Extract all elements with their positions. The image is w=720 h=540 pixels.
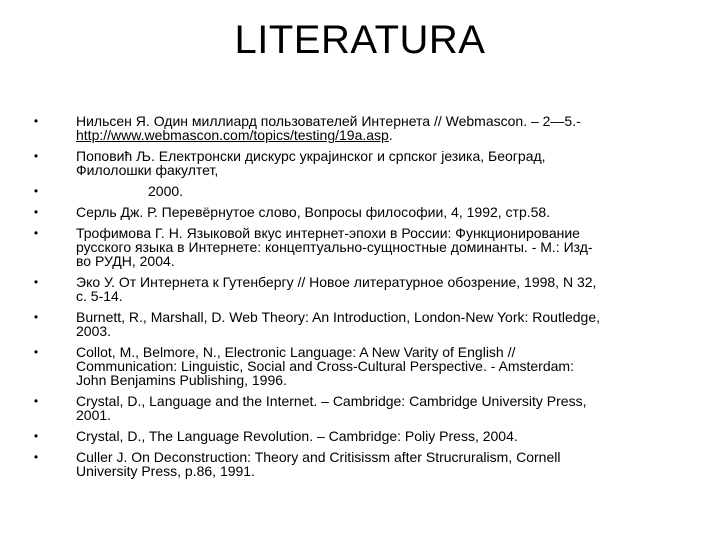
reference-line: Филолошки факултет, [76,162,219,178]
bullet-icon: • [33,114,39,128]
reference-line: 2001. [76,407,112,423]
reference-line: Эко У. От Интернета к Гутенбергу // Новое литературное обозрение, 1998, N 32, [76,274,597,290]
reference-item [30,394,690,422]
reference-item [30,114,690,142]
reference-line: University Press, p.86, 1991. [76,463,255,479]
reference-link[interactable]: http://www.webmascon.com/topics/testing/19a.asp [76,127,389,143]
bullet-icon: • [33,184,39,198]
reference-item [30,226,690,268]
bullet-icon: • [33,275,39,289]
bullet-icon: • [33,310,39,324]
reference-line: Communication: Linguistic, Social and Cross-Cultural Perspective. - Amsterdam: [76,358,574,374]
bullet-icon: • [33,450,39,464]
reference-line: John Benjamins Publishing, 1996. [76,372,287,388]
reference-line: Burnett, R., Marshall, D. Web Theory: An Introduction, London-New York: Routledge, [76,309,600,325]
reference-line: с. 5-14. [76,288,123,304]
reference-line: Серль Дж. Р. Перевёрнутое слово, Вопросы философии, 4, 1992, стр.58. [76,204,551,220]
bullet-icon: • [33,429,39,443]
bullet-icon: • [33,394,39,408]
reference-line: Трофимова Г. Н. Языковой вкус интернет-эпохи в России: Функционирование [76,225,580,241]
bullet-icon: • [33,345,39,359]
reference-line: Culler J. On Deconstruction: Theory and Critisissm after Strucruralism, Cornell [76,449,561,465]
reference-line: Collot, M., Belmore, N., Electronic Language: A New Varity of English // [76,344,516,360]
reference-link-suffix: . [388,127,393,143]
reference-item [30,149,690,177]
bullet-icon: • [33,226,39,240]
reference-line: Crystal, D., The Language Revolution. – Cambridge: Poliy Press, 2004. [76,428,518,444]
reference-item [30,429,690,443]
reference-item [30,184,690,198]
reference-item [30,450,690,478]
reference-line: во РУДН, 2004. [76,253,175,269]
reference-line: 2003. [76,323,112,339]
reference-line: Crystal, D., Language and the Internet. – Cambridge: Cambridge University Press, [76,393,587,409]
reference-item [30,345,690,387]
reference-item [30,310,690,338]
reference-item [30,275,690,303]
reference-line: Поповић Љ. Електронски дискурс украјинског и српског језика, Београд, [76,148,546,164]
reference-list [30,114,690,485]
reference-line: русского языка в Интернете: концептуально-сущностные доминанты. - М.: Изд- [76,239,593,255]
reference-line: 2000. [148,183,184,199]
slide-title: LITERATURA [234,18,486,62]
bullet-icon: • [33,149,39,163]
reference-text: Нильсен Я. Один миллиард пользователей Интернета // Webmascon. – 2—5.- [76,113,581,129]
reference-item [30,205,690,219]
bullet-icon: • [33,205,39,219]
